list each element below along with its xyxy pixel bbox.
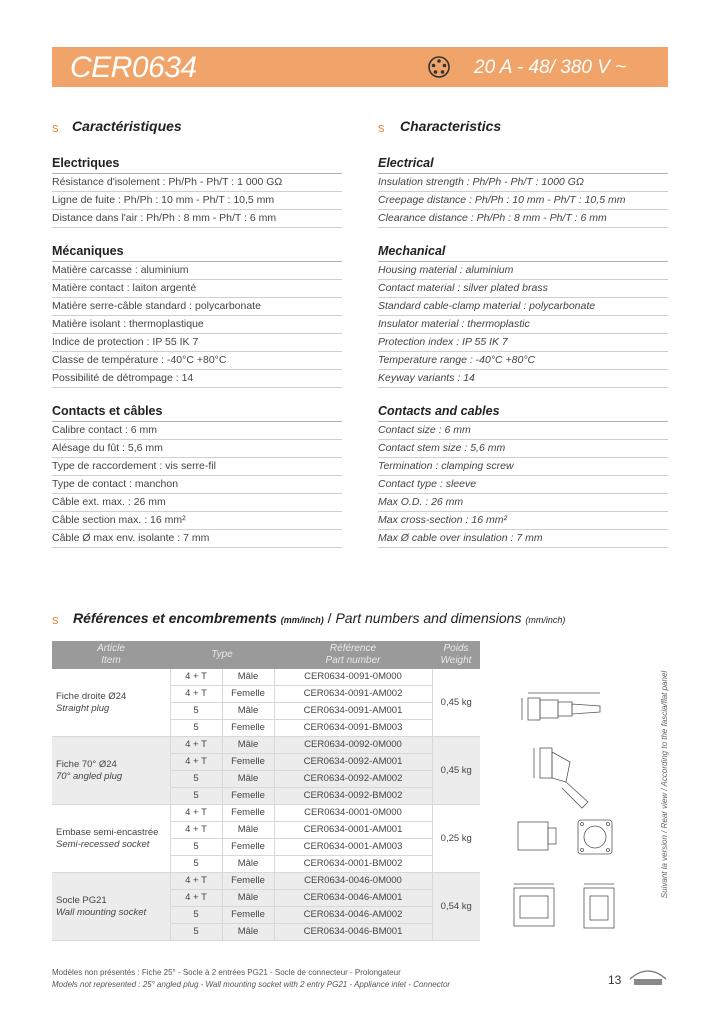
group-electrical-fr xyxy=(52,154,342,228)
spec-row: Matière serre-câble standard : polycarbonate xyxy=(52,298,342,316)
unit-label: (mm/inch) xyxy=(280,615,324,625)
spec-row: Matière carcasse : aluminium xyxy=(52,262,342,280)
electrical-rating: 20 A - 48/ 380 V ~ xyxy=(474,57,627,78)
group-mechanical-en xyxy=(378,242,668,388)
spec-row: Type de raccordement : vis serre-fil xyxy=(52,458,342,476)
table-row: 5 Femelle CER0634-0046-AM002 xyxy=(52,907,480,924)
section-bullet: s xyxy=(52,120,59,135)
section-heading-fr xyxy=(52,118,342,140)
semi-recessed-socket-drawing xyxy=(518,820,612,854)
spec-row: Classe de température : -40°C +80°C xyxy=(52,352,342,370)
spec-row: Contact material : silver plated brass xyxy=(378,280,668,298)
spec-row: Distance dans l'air : Ph/Ph : 8 mm - Ph/T : 6 mm xyxy=(52,210,342,228)
spec-row: Alésage du fût : 5,6 mm xyxy=(52,440,342,458)
spec-row: Indice de protection : IP 55 IK 7 xyxy=(52,334,342,352)
spec-row: Type de contact : manchon xyxy=(52,476,342,494)
part-number-table xyxy=(52,641,480,941)
dimension-drawings xyxy=(500,690,650,940)
group-title: Contacts et câbles xyxy=(52,402,342,422)
table-row: 5 Mâle CER0634-0091-AM001 xyxy=(52,703,480,720)
group-title: Mechanical xyxy=(378,242,668,262)
spec-row: Max Ø cable over insulation : 7 mm xyxy=(378,530,668,548)
spec-row: Câble Ø max env. isolante : 7 mm xyxy=(52,530,342,548)
group-contacts-fr xyxy=(52,402,342,548)
column-type: Type xyxy=(170,641,274,669)
table-header-row xyxy=(52,641,480,669)
section-heading-en xyxy=(378,118,668,140)
table-row: 5 Femelle CER0634-0001-AM003 xyxy=(52,839,480,856)
spec-row: Câble ext. max. : 26 mm xyxy=(52,494,342,512)
table-row: 5 Mâle CER0634-0001-BM002 xyxy=(52,856,480,873)
references-title-en: Part numbers and dimensions xyxy=(335,610,522,626)
footer-note-en: Models not represented : 25° angled plug - Wall mounting socket with 2 entry PG21 - Appliance inlet - Connector xyxy=(52,980,451,989)
characteristics-en xyxy=(378,118,668,548)
table-row: 5 Mâle CER0634-0046-BM001 xyxy=(52,924,480,941)
section-bullet: s xyxy=(378,120,385,135)
wall-socket-drawing xyxy=(514,884,614,928)
weight-cell: 0,45 kg xyxy=(432,669,480,737)
five-pin-socket-icon xyxy=(428,56,450,78)
group-electrical-en xyxy=(378,154,668,228)
title-separator: / xyxy=(323,610,336,626)
spec-row: Termination : clamping screw xyxy=(378,458,668,476)
table-row: Embase semi-encastrée Semi-recessed socket 4 + T Femelle CER0634-0001-0M000 0,25 kg xyxy=(52,805,480,822)
spec-row: Matière isolant : thermoplastique xyxy=(52,316,342,334)
footer-note-fr: Modèles non présentés : Fiche 25° - Socle à 2 entrées PG21 - Socle de connecteur - Prolongateur xyxy=(52,968,401,977)
spec-row: Contact stem size : 5,6 mm xyxy=(378,440,668,458)
group-title: Electrical xyxy=(378,154,668,174)
characteristics-fr xyxy=(52,118,342,548)
page-number: 13 xyxy=(608,973,622,987)
group-mechanical-fr xyxy=(52,242,342,388)
spec-row: Clearance distance : Ph/Ph : 8 mm - Ph/T : 6 mm xyxy=(378,210,668,228)
spec-row: Matière contact : laiton argenté xyxy=(52,280,342,298)
table-row: 4 + T Femelle CER0634-0092-AM001 xyxy=(52,754,480,771)
group-title: Electriques xyxy=(52,154,342,174)
article-cell: Socle PG21 Wall mounting socket xyxy=(52,873,170,941)
spec-row: Standard cable-clamp material : polycarbonate xyxy=(378,298,668,316)
title-banner xyxy=(52,47,668,87)
spec-row: Câble section max. : 16 mm² xyxy=(52,512,342,530)
column-reference: Référence Part number xyxy=(274,641,432,669)
weight-cell: 0,45 kg xyxy=(432,737,480,805)
spec-row: Temperature range : -40°C +80°C xyxy=(378,352,668,370)
group-contacts-en xyxy=(378,402,668,548)
weight-cell: 0,54 kg xyxy=(432,873,480,941)
spec-row: Insulator material : thermoplastic xyxy=(378,316,668,334)
table-row: 5 Femelle CER0634-0091-BM003 xyxy=(52,720,480,737)
weight-cell: 0,25 kg xyxy=(432,805,480,873)
spec-row: Résistance d'isolement : Ph/Ph - Ph/T : 1 000 GΩ xyxy=(52,174,342,192)
spec-row: Keyway variants : 14 xyxy=(378,370,668,388)
table-row: 5 Mâle CER0634-0092-AM002 xyxy=(52,771,480,788)
references-title-fr: Références et encombrements xyxy=(73,610,277,626)
unit-label: (mm/inch) xyxy=(525,615,566,625)
spec-row: Housing material : aluminium xyxy=(378,262,668,280)
spec-row: Max cross-section : 16 mm² xyxy=(378,512,668,530)
table-row: 4 + T Mâle CER0634-0046-AM001 xyxy=(52,890,480,907)
article-cell: Fiche 70° Ø24 70° angled plug xyxy=(52,737,170,805)
spec-row: Max O.D. : 26 mm xyxy=(378,494,668,512)
straight-plug-drawing xyxy=(522,693,600,720)
section-title: Characteristics xyxy=(400,118,502,134)
spec-row: Contact size : 6 mm xyxy=(378,422,668,440)
table-row: 5 Femelle CER0634-0092-BM002 xyxy=(52,788,480,805)
section-bullet: s xyxy=(52,612,59,627)
article-cell: Fiche droite Ø24 Straight plug xyxy=(52,669,170,737)
article-cell: Embase semi-encastrée Semi-recessed socket xyxy=(52,805,170,873)
spec-row: Calibre contact : 6 mm xyxy=(52,422,342,440)
table-row: 4 + T Mâle CER0634-0001-AM001 xyxy=(52,822,480,839)
spec-row: Protection index : IP 55 IK 7 xyxy=(378,334,668,352)
company-logo-icon xyxy=(626,965,670,989)
group-title: Contacts and cables xyxy=(378,402,668,422)
table-row: Fiche droite Ø24 Straight plug 4 + T Mâle CER0634-0091-0M000 0,45 kg xyxy=(52,669,480,686)
spec-row: Contact type : sleeve xyxy=(378,476,668,494)
group-title: Mécaniques xyxy=(52,242,342,262)
column-weight: Poids Weight xyxy=(432,641,480,669)
spec-row: Creepage distance : Ph/Ph : 10 mm - Ph/T : 10,5 mm xyxy=(378,192,668,210)
table-row: 4 + T Femelle CER0634-0091-AM002 xyxy=(52,686,480,703)
side-note: Suivant la version / Rear view / According to the fascia/flat panel xyxy=(660,670,669,899)
model-name: CER0634 xyxy=(70,51,197,84)
references-heading xyxy=(52,610,652,630)
section-title: Caractéristiques xyxy=(72,118,182,134)
angled-plug-drawing xyxy=(534,748,588,808)
column-article: Article Item xyxy=(52,641,170,669)
table-row: Fiche 70° Ø24 70° angled plug 4 + T Mâle CER0634-0092-0M000 0,45 kg xyxy=(52,737,480,754)
spec-row: Insulation strength : Ph/Ph - Ph/T : 1000 GΩ xyxy=(378,174,668,192)
table-row: Socle PG21 Wall mounting socket 4 + T Femelle CER0634-0046-0M000 0,54 kg xyxy=(52,873,480,890)
spec-row: Ligne de fuite : Ph/Ph : 10 mm - Ph/T : 10,5 mm xyxy=(52,192,342,210)
spec-row: Possibilité de détrompage : 14 xyxy=(52,370,342,388)
